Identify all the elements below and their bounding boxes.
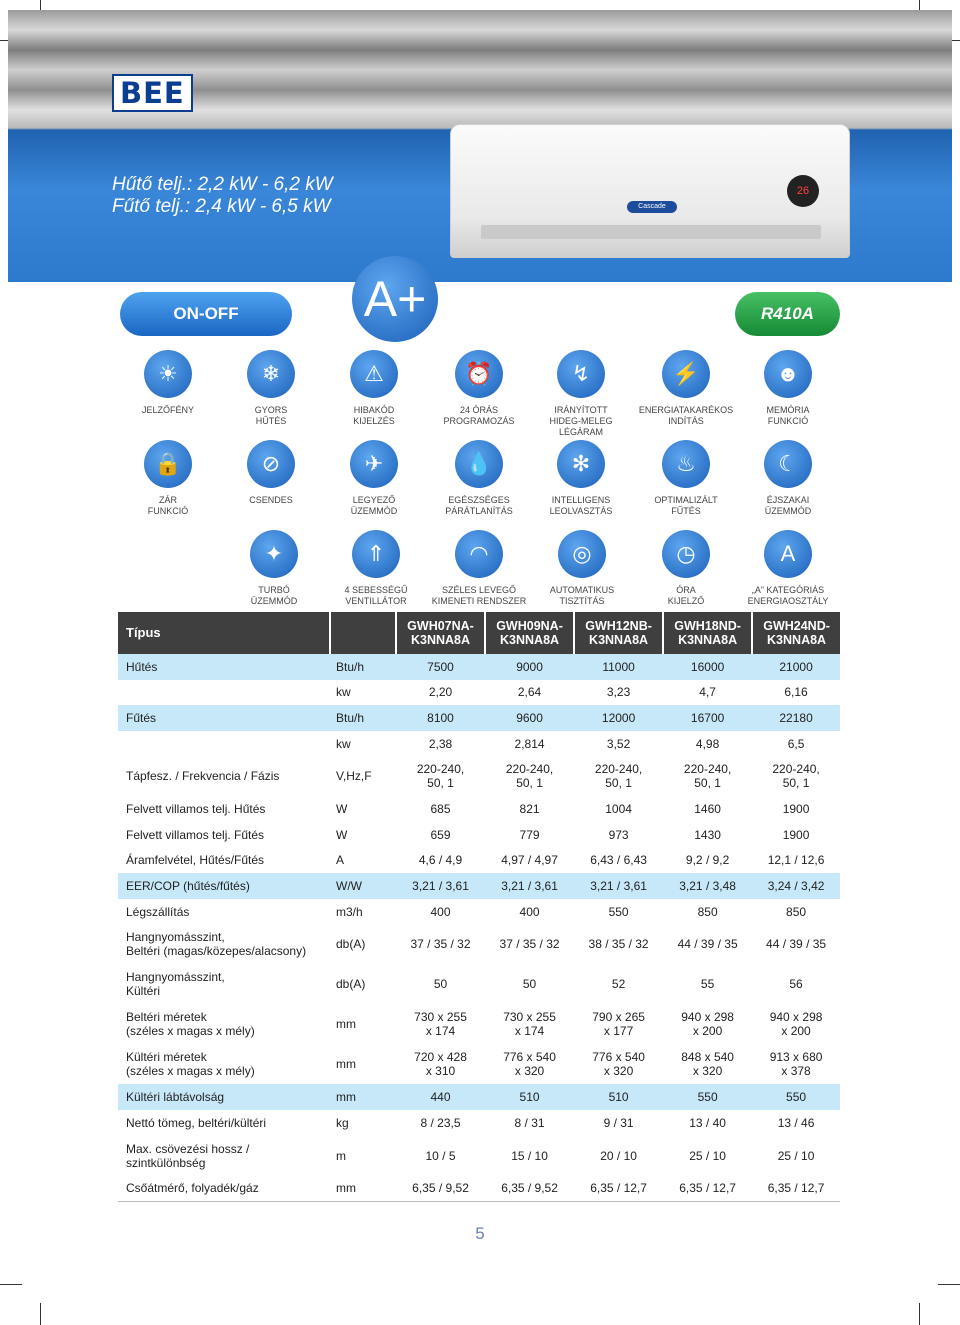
row-value: 730 x 255 x 174 (414, 1010, 467, 1039)
row-value: 685 (430, 802, 451, 817)
row-unit: kw (336, 685, 351, 700)
row-value: 20 / 10 (600, 1148, 637, 1163)
row-value: 9000 (485, 654, 574, 680)
row-unit: Btu/h (330, 654, 396, 680)
row-unit: A (336, 853, 345, 868)
row-parameter: Felvett villamos telj. Hűtés (126, 802, 266, 817)
feature-item (316, 440, 432, 517)
row-unit: kw (336, 736, 351, 751)
row-unit: kg (336, 1115, 349, 1130)
row-value: 9,2 / 9,2 (685, 853, 730, 868)
row-parameter: Kültéri lábtávolság (118, 1084, 330, 1110)
airflow-direction-icon: ↯ (557, 350, 605, 398)
row-value: 38 / 35 / 32 (588, 937, 649, 952)
clock-icon: ◷ (662, 530, 710, 578)
table-row (118, 873, 840, 899)
defrost-icon: ✻ (557, 440, 605, 488)
row-value: 1900 (782, 827, 810, 842)
row-unit: db(A) (336, 977, 366, 992)
row-value: 4,6 / 4,9 (418, 853, 463, 868)
row-value: 720 x 428 x 310 (414, 1050, 467, 1079)
row-unit: W/W (330, 873, 396, 899)
cooling-capacity: Hűtő telj.: 2,2 kW - 6,2 kW (112, 174, 333, 195)
feature-item (216, 530, 332, 607)
row-value: 6,35 / 9,52 (396, 1176, 485, 1202)
row-parameter: EER/COP (hűtés/fűtés) (118, 873, 330, 899)
feature-label: „A” KATEGÓRIÁS ENERGIAOSZTÁLY (747, 585, 829, 606)
row-parameter: Beltéri méretek (széles x magas x mély) (126, 1010, 255, 1039)
row-value: 659 (430, 827, 451, 842)
row-value: 8 / 31 (514, 1115, 545, 1130)
table-row (118, 731, 840, 757)
crop-mark (40, 1303, 41, 1325)
row-value: 973 (608, 827, 629, 842)
feature-item (318, 530, 434, 607)
feature-item (628, 350, 744, 427)
row-value: 11000 (574, 654, 663, 680)
row-value: 52 (611, 977, 626, 992)
table-row (118, 1044, 840, 1084)
feature-item (730, 530, 846, 607)
table-row (118, 1110, 840, 1136)
ac-brand-logo: Cascade (627, 201, 677, 213)
feature-label: HIBAKÓD KIJELZÉS (353, 405, 395, 426)
row-unit: mm (336, 1057, 356, 1072)
row-value: 550 (663, 1084, 752, 1110)
feature-label: ÓRA KIJELZŐ (667, 585, 705, 606)
row-value: 44 / 39 / 35 (766, 937, 827, 952)
feature-item (524, 530, 640, 607)
feature-label: ENERGIATAKARÉKOS INDÍTÁS (638, 405, 734, 426)
row-value: 776 x 540 x 320 (592, 1050, 645, 1079)
feature-label: IRÁNYÍTOTT HIDEG-MELEG LÉGÁRAM (549, 405, 613, 437)
table-row (118, 680, 840, 706)
row-value: 6,16 (784, 685, 808, 700)
memory-icon: ☻ (764, 350, 812, 398)
table-row (118, 964, 840, 1004)
row-unit: db(A) (336, 937, 366, 952)
row-value: 913 x 680 x 378 (769, 1050, 823, 1079)
row-value: 37 / 35 / 32 (499, 937, 560, 952)
feature-label: OPTIMALIZÁLT FŰTÉS (654, 495, 718, 516)
row-unit: mm (330, 1176, 396, 1202)
feature-label: MEMÓRIA FUNKCIÓ (766, 405, 810, 426)
feature-label: TURBÓ ÜZEMMÓD (250, 585, 298, 606)
row-value: 25 / 10 (689, 1148, 726, 1163)
row-parameter: Áramfelvétel, Hűtés/Fűtés (126, 853, 265, 868)
silent-icon: ⊘ (247, 440, 295, 488)
row-value: 850 (697, 904, 718, 919)
row-parameter: Tápfesz. / Frekvencia / Fázis (126, 769, 280, 784)
row-value: 6,35 / 9,52 (485, 1176, 574, 1202)
row-value: 1460 (694, 802, 721, 817)
feature-label: ZÁR FUNKCIÓ (147, 495, 189, 516)
table-row (118, 924, 840, 964)
row-value: 15 / 10 (511, 1148, 548, 1163)
feature-item (421, 530, 537, 607)
row-value: 55 (700, 977, 715, 992)
row-parameter (118, 731, 330, 757)
spec-table (118, 612, 840, 1202)
feature-item (730, 440, 846, 517)
feature-label: JELZŐFÉNY (141, 405, 194, 415)
row-value: 8 / 23,5 (420, 1115, 461, 1130)
feature-item (421, 440, 537, 517)
row-parameter: Hangnyomásszint, Beltéri (magas/közepes/alacsony) (126, 930, 307, 959)
brand-logo: BEE (112, 74, 193, 112)
fan-speed-icon: ⇑ (352, 530, 400, 578)
row-value: 400 (519, 904, 540, 919)
row-value: 3,24 / 3,42 (752, 873, 840, 899)
row-value: 50 (522, 977, 537, 992)
row-value: 1004 (605, 802, 632, 817)
row-value: 3,21 / 3,61 (574, 873, 663, 899)
table-row (118, 822, 840, 848)
row-value: 16700 (663, 705, 752, 731)
energy-class-icon: A (764, 530, 812, 578)
low-energy-icon: ⚡ (662, 350, 710, 398)
model-header: GWH24ND- K3NNA8A (752, 612, 840, 654)
row-value: 4,7 (699, 685, 716, 700)
ac-vent (481, 225, 821, 239)
optimized-heating-icon: ♨ (662, 440, 710, 488)
table-row (118, 796, 840, 822)
feature-label: 4 SEBESSÉGŰ VENTILLÁTOR (344, 585, 408, 606)
page-number: 5 (475, 1224, 485, 1243)
refrigerant-badge: R410A (735, 292, 840, 336)
feature-item (523, 350, 639, 438)
row-parameter: Felvett villamos telj. Fűtés (126, 827, 265, 842)
feature-label: INTELLIGENS LEOLVASZTÁS (549, 495, 613, 516)
row-value: 1430 (694, 827, 721, 842)
row-unit: Btu/h (330, 705, 396, 731)
night-mode-icon: ☾ (764, 440, 812, 488)
row-value: 56 (789, 977, 803, 992)
row-parameter (118, 680, 330, 706)
feature-label: SZÉLES LEVEGŐ KIMENETI RENDSZER (431, 585, 527, 606)
row-value: 220-240, 50, 1 (683, 762, 732, 791)
row-value: 16000 (663, 654, 752, 680)
row-parameter: Max. csövezési hossz / szintkülönbség (126, 1141, 250, 1170)
row-value: 9600 (485, 705, 574, 731)
model-header: GWH18ND- K3NNA8A (663, 612, 752, 654)
turbo-icon: ✦ (250, 530, 298, 578)
model-header: GWH07NA- K3NNA8A (396, 612, 485, 654)
row-value: 3,21 / 3,61 (396, 873, 485, 899)
row-value: 550 (608, 904, 629, 919)
row-value: 400 (430, 904, 451, 919)
row-value: 2,38 (428, 736, 453, 751)
fast-cooling-icon: ❄ (247, 350, 295, 398)
feature-item (628, 530, 744, 607)
row-unit: mm (330, 1084, 396, 1110)
alarm-clock-icon: ⏰ (455, 350, 503, 398)
row-value: 7500 (396, 654, 485, 680)
row-value: 6,43 / 6,43 (590, 853, 647, 868)
row-value: 37 / 35 / 32 (410, 937, 471, 952)
row-value: 6,35 / 12,7 (574, 1176, 663, 1202)
feature-label: CSENDES (249, 495, 293, 505)
row-value: 1900 (782, 802, 810, 817)
row-value: 25 / 10 (777, 1148, 815, 1163)
row-value: 848 x 540 x 320 (681, 1050, 734, 1079)
row-value: 3,23 (606, 685, 631, 700)
feature-label: ÉJSZAKAI ÜZEMMÓD (764, 495, 812, 516)
type-header: Típus (118, 612, 330, 654)
row-value: 940 x 298 x 200 (681, 1010, 734, 1039)
row-value: 790 x 265 x 177 (592, 1010, 645, 1039)
ac-display: 26 (787, 175, 819, 207)
feature-label: EGÉSZSÉGES PÁRÁTLANÍTÁS (445, 495, 513, 516)
table-row (118, 756, 840, 796)
row-value: 6,35 / 12,7 (663, 1176, 752, 1202)
row-value: 6,5 (787, 736, 805, 751)
feature-item (628, 440, 744, 517)
row-unit: m (336, 1148, 346, 1163)
row-value: 730 x 255 x 174 (503, 1010, 556, 1039)
row-unit: W (336, 802, 348, 817)
row-value: 3,21 / 3,61 (485, 873, 574, 899)
table-row (118, 654, 840, 680)
unit-header (330, 612, 396, 654)
crop-mark (919, 1303, 920, 1325)
row-value: 220-240, 50, 1 (594, 762, 643, 791)
row-value: 21000 (752, 654, 840, 680)
feature-label: 24 ÓRÁS PROGRAMOZÁS (443, 405, 515, 426)
feature-item (213, 350, 329, 427)
table-row (118, 848, 840, 874)
crop-mark (938, 1284, 960, 1285)
diagnosis-icon: ⚠ (350, 350, 398, 398)
row-value: 850 (786, 904, 807, 919)
row-value: 940 x 298 x 200 (769, 1010, 823, 1039)
row-parameter: Fűtés (118, 705, 330, 731)
lock-icon: 🔒 (144, 440, 192, 488)
row-value: 12000 (574, 705, 663, 731)
feature-item (110, 440, 226, 517)
onoff-badge: ON-OFF (120, 292, 292, 336)
row-parameter: Hangnyomásszint, Kültéri (126, 970, 225, 999)
row-unit: V,Hz,F (336, 769, 372, 784)
table-row (118, 1084, 840, 1110)
feature-label: LEGYEZŐ ÜZEMMÓD (350, 495, 398, 516)
table-header-row (118, 612, 840, 654)
table-row (118, 899, 840, 925)
row-value: 776 x 540 x 320 (503, 1050, 556, 1079)
row-value: 220-240, 50, 1 (416, 762, 465, 791)
row-value: 50 (433, 977, 448, 992)
ac-indoor-unit-image (450, 124, 850, 258)
light-icon: ☀ (144, 350, 192, 398)
row-value: 13 / 46 (777, 1115, 815, 1130)
row-value: 510 (485, 1084, 574, 1110)
row-unit: mm (336, 1017, 356, 1032)
row-value: 779 (519, 827, 540, 842)
row-value: 12,1 / 12,6 (767, 853, 825, 868)
row-value: 8100 (396, 705, 485, 731)
row-value: 6,35 / 12,7 (752, 1176, 840, 1202)
feature-label: AUTOMATIKUS TISZTÍTÁS (549, 585, 615, 606)
feature-item (316, 350, 432, 427)
row-value: 4,97 / 4,97 (501, 853, 558, 868)
fan-mode-icon: ✈ (350, 440, 398, 488)
table-row (118, 1004, 840, 1044)
table-row (118, 705, 840, 731)
row-value: 440 (396, 1084, 485, 1110)
row-unit: W (336, 827, 348, 842)
row-value: 22180 (752, 705, 840, 731)
feature-item (421, 350, 537, 427)
table-row (118, 1176, 840, 1202)
row-value: 220-240, 50, 1 (772, 762, 820, 791)
feature-item (730, 350, 846, 427)
row-value: 2,814 (514, 736, 545, 751)
row-parameter: Légszállítás (126, 904, 190, 919)
energy-class-badge: A+ (352, 256, 438, 342)
row-value: 9 / 31 (603, 1115, 634, 1130)
feature-item (213, 440, 329, 506)
row-value: 550 (752, 1084, 840, 1110)
row-parameter: Csőátmérő, folyadék/gáz (118, 1176, 330, 1202)
row-value: 10 / 5 (425, 1148, 456, 1163)
row-unit: m3/h (336, 904, 363, 919)
dehumidify-icon: 💧 (455, 440, 503, 488)
table-row (118, 1136, 840, 1176)
feature-label: GYORS HŰTÉS (254, 405, 288, 426)
row-parameter: Kültéri méretek (széles x magas x mély) (126, 1050, 255, 1079)
row-parameter: Hűtés (118, 654, 330, 680)
row-value: 2,64 (517, 685, 542, 700)
feature-item (110, 350, 226, 416)
row-value: 13 / 40 (689, 1115, 726, 1130)
crop-mark (0, 1284, 22, 1285)
row-value: 44 / 39 / 35 (677, 937, 738, 952)
model-header: GWH09NA- K3NNA8A (485, 612, 574, 654)
row-value: 3,21 / 3,48 (663, 873, 752, 899)
row-value: 2,20 (428, 685, 453, 700)
model-header: GWH12NB- K3NNA8A (574, 612, 663, 654)
feature-item (523, 440, 639, 517)
row-value: 3,52 (606, 736, 631, 751)
wide-airflow-icon: ◠ (455, 530, 503, 578)
row-value: 510 (574, 1084, 663, 1110)
row-value: 220-240, 50, 1 (505, 762, 554, 791)
auto-clean-icon: ◎ (558, 530, 606, 578)
row-parameter: Nettó tömeg, beltéri/kültéri (126, 1115, 267, 1130)
heating-capacity: Fűtő telj.: 2,4 kW - 6,5 kW (112, 196, 331, 217)
row-value: 4,98 (695, 736, 720, 751)
row-value: 821 (519, 802, 540, 817)
